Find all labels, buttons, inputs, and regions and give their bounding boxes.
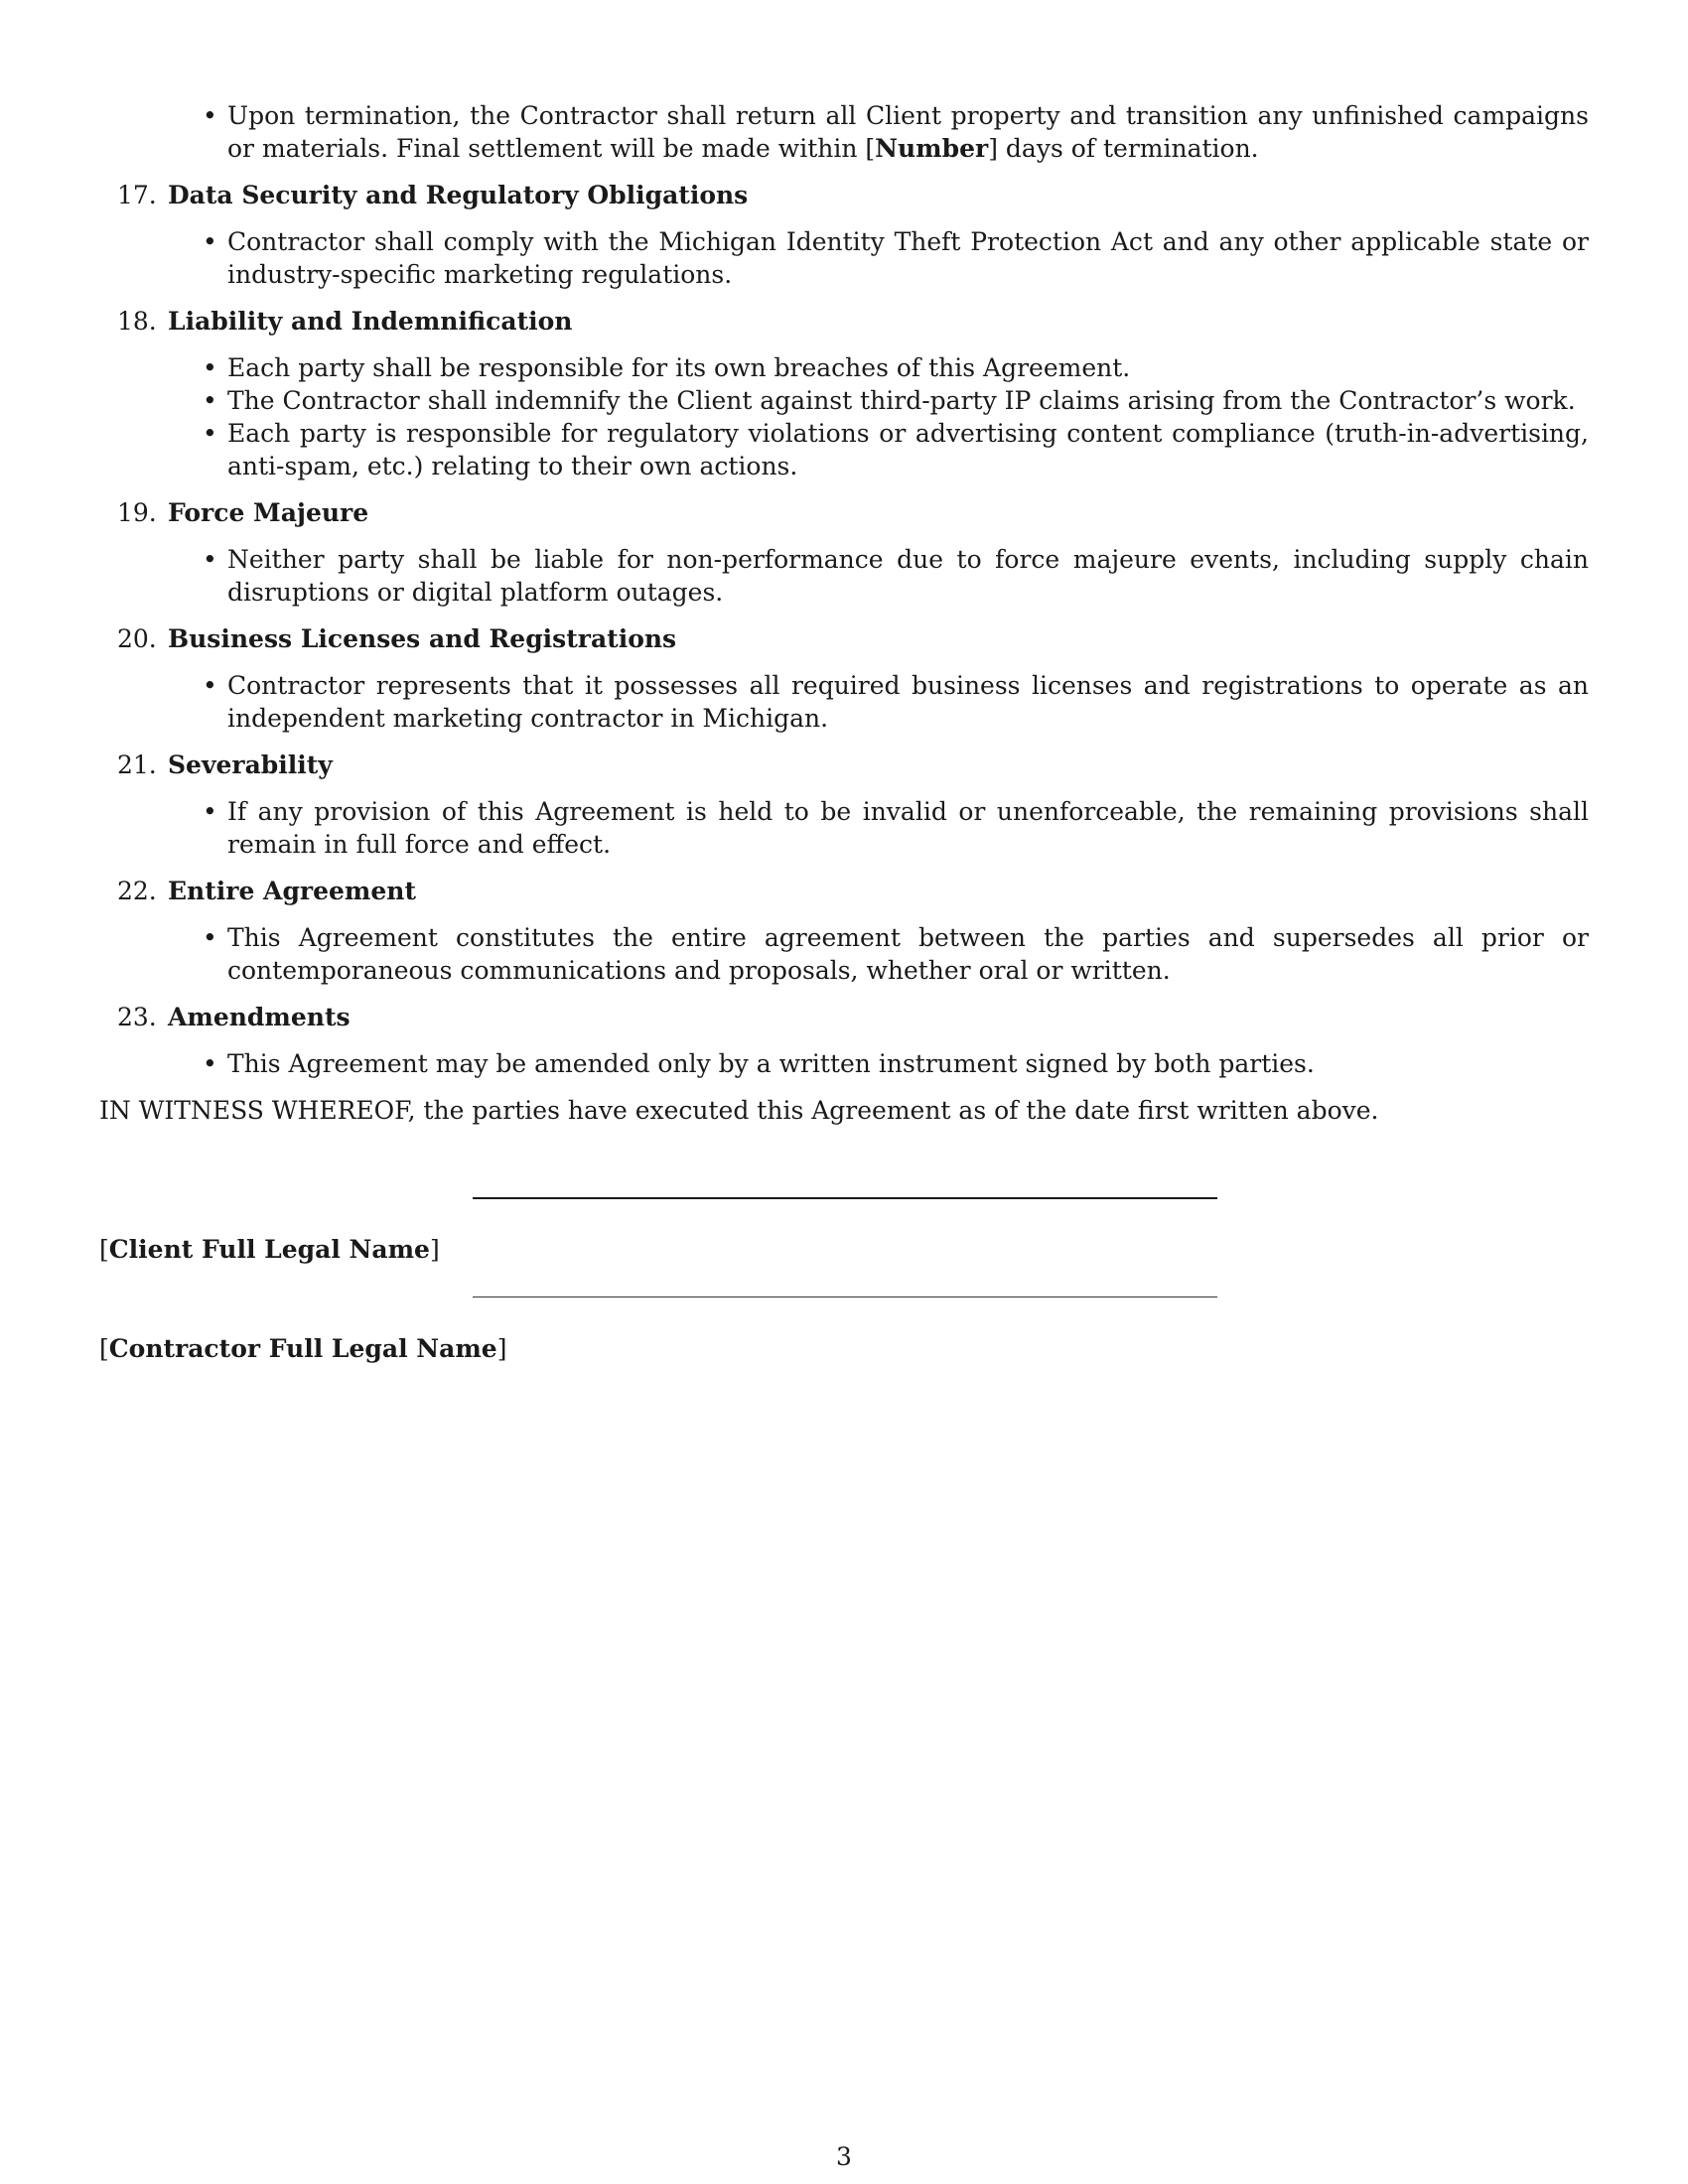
section-bullets bbox=[99, 351, 1589, 482]
section-bullets bbox=[99, 795, 1589, 861]
list-item: • The Contractor shall indemnify the Client against third-party IP claims arising from the Contractor’s work. bbox=[227, 384, 1589, 417]
section-number: 17. bbox=[117, 181, 157, 209]
section-heading bbox=[99, 305, 1589, 338]
section-18 bbox=[99, 305, 1589, 482]
section-heading bbox=[99, 875, 1589, 907]
section-title: Severability bbox=[168, 751, 333, 779]
client-signature-line bbox=[473, 1197, 1217, 1199]
section-title: Force Majeure bbox=[168, 498, 369, 527]
section-heading bbox=[99, 179, 1589, 211]
section-bullets bbox=[99, 225, 1589, 291]
section-heading bbox=[99, 749, 1589, 781]
section-bullets bbox=[99, 921, 1589, 987]
signature-block bbox=[99, 1197, 1589, 1376]
termination-bullet: • Upon termination, the Contractor shall return all Client property and transition any unfinished campaigns or materials. Final settlement will be made within [Number] days of termination. bbox=[227, 99, 1589, 165]
list-item: • Each party shall be responsible for its own breaches of this Agreement. bbox=[227, 351, 1589, 384]
section-number: 22. bbox=[117, 877, 157, 905]
termination-bullets bbox=[99, 99, 1589, 165]
list-item: • Contractor represents that it possesses all required business licenses and registrations to operate as an independent marketing contractor in Michigan. bbox=[227, 669, 1589, 735]
section-22 bbox=[99, 875, 1589, 987]
section-number: 23. bbox=[117, 1003, 157, 1031]
section-title: Amendments bbox=[168, 1003, 351, 1031]
list-item: • If any provision of this Agreement is held to be invalid or unenforceable, the remaining provisions shall remain in full force and effect. bbox=[227, 795, 1589, 861]
section-heading bbox=[99, 496, 1589, 529]
list-item: • This Agreement may be amended only by a written instrument signed by both parties. bbox=[227, 1047, 1589, 1080]
list-item: • This Agreement constitutes the entire agreement between the parties and supersedes all prior or contemporaneous communications and proposals, whether oral or written. bbox=[227, 921, 1589, 987]
witness-clause: IN WITNESS WHEREOF, the parties have executed this Agreement as of the date first written above. bbox=[99, 1096, 1379, 1125]
section-23 bbox=[99, 1001, 1589, 1080]
section-title: Entire Agreement bbox=[168, 877, 416, 905]
section-bullets bbox=[99, 543, 1589, 609]
section-19 bbox=[99, 496, 1589, 609]
contractor-name-label: [Contractor Full Legal Name] bbox=[99, 1334, 507, 1363]
section-21 bbox=[99, 749, 1589, 861]
section-heading bbox=[99, 622, 1589, 655]
agreement-body bbox=[99, 99, 1589, 1127]
section-17 bbox=[99, 179, 1589, 291]
section-title: Business Licenses and Registrations bbox=[168, 624, 677, 653]
section-number: 20. bbox=[117, 624, 157, 653]
list-item: • Neither party shall be liable for non-performance due to force majeure events, including supply chain disruptions or digital platform outages. bbox=[227, 543, 1589, 609]
section-bullets bbox=[99, 669, 1589, 735]
section-number: 18. bbox=[117, 307, 157, 336]
page-number: 3 bbox=[836, 2142, 852, 2171]
section-title: Data Security and Regulatory Obligations bbox=[168, 181, 749, 209]
section-20 bbox=[99, 622, 1589, 735]
number-placeholder: Number bbox=[875, 134, 989, 163]
list-item: • Each party is responsible for regulatory violations or advertising content compliance (truth-in-advertising, anti-spam, etc.) relating to their own actions. bbox=[227, 417, 1589, 482]
section-heading bbox=[99, 1001, 1589, 1033]
section-bullets bbox=[99, 1047, 1589, 1080]
list-item: • Contractor shall comply with the Michigan Identity Theft Protection Act and any other applicable state or industry-specific marketing regulations. bbox=[227, 225, 1589, 291]
client-name-label: [Client Full Legal Name] bbox=[99, 1235, 440, 1264]
section-title: Liability and Indemnification bbox=[168, 307, 573, 336]
section-number: 19. bbox=[117, 498, 157, 527]
section-number: 21. bbox=[117, 751, 157, 779]
